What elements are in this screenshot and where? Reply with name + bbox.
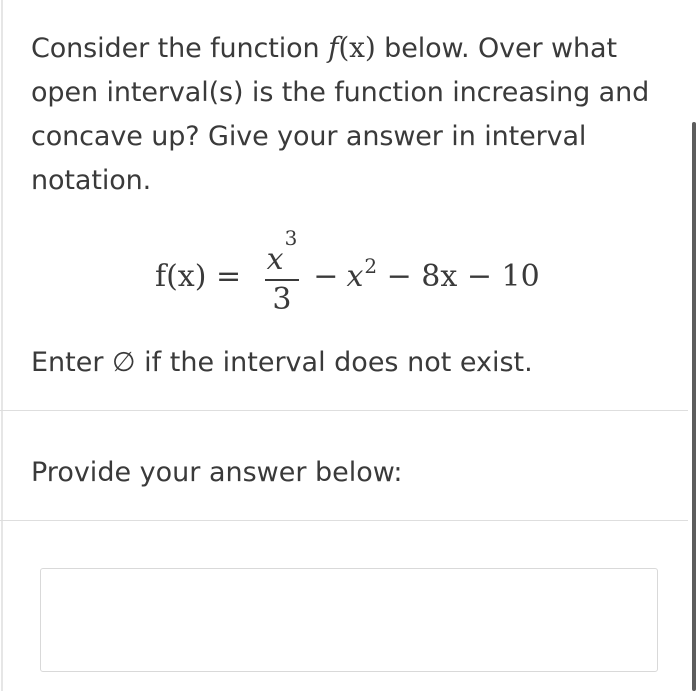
- function-name: f: [328, 31, 339, 64]
- question-text: [31, 26, 671, 203]
- equation-lhs: f(x) =: [155, 258, 251, 294]
- section-divider-bottom: [0, 520, 690, 521]
- term2-base: x: [346, 258, 364, 294]
- term2: [346, 253, 378, 294]
- scrollbar-track[interactable]: [688, 0, 700, 691]
- question-text-before: Consider the function: [31, 33, 329, 64]
- function-arg: (x): [338, 31, 376, 64]
- term2-sign: −: [313, 258, 339, 294]
- numerator-exponent: 3: [284, 225, 298, 250]
- fraction-numerator: [261, 225, 304, 279]
- scrollbar-thumb[interactable]: [692, 122, 696, 691]
- equation-rest: − 8x − 10: [377, 258, 540, 294]
- section-divider-top: [0, 410, 690, 411]
- numerator-base: x: [266, 241, 284, 277]
- left-border: [1, 0, 3, 691]
- fraction-denominator: 3: [272, 281, 292, 317]
- empty-interval-note: Enter ∅ if the interval does not exist.: [31, 347, 533, 378]
- equation-fraction: [261, 225, 304, 319]
- question-text-after: below. Over what open interval(s) is the function increasing and concave up? Give your answer in interval notation.: [31, 33, 650, 196]
- inline-function-name: [328, 31, 376, 64]
- function-equation: [155, 225, 540, 320]
- term2-exponent: 2: [364, 253, 378, 278]
- answer-prompt: Provide your answer below:: [31, 457, 403, 488]
- answer-input[interactable]: [40, 568, 658, 672]
